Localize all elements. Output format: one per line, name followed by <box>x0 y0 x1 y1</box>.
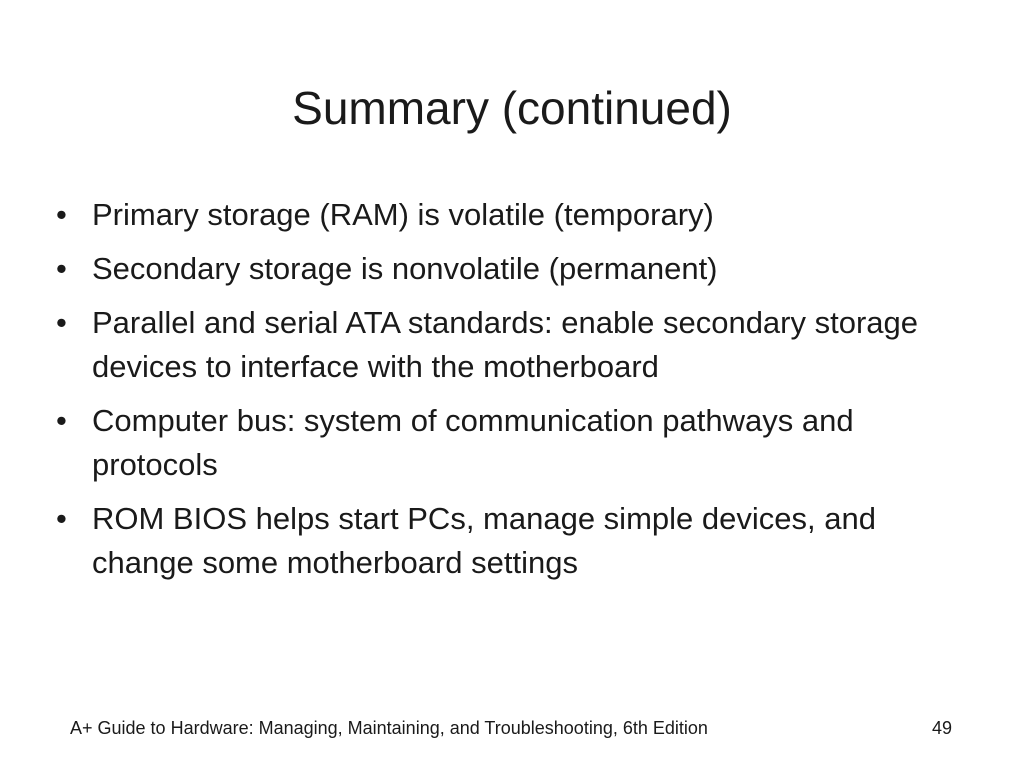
bullet-text: Parallel and serial ATA standards: enable secondary storage devices to interface with the motherboard <box>92 305 919 384</box>
bullet-item <box>56 399 976 487</box>
bullet-icon: • <box>56 501 67 536</box>
bullet-list <box>56 193 976 595</box>
bullet-icon: • <box>56 197 67 232</box>
bullet-text: ROM BIOS helps start PCs, manage simple devices, and change some motherboard settings <box>92 501 876 580</box>
bullet-icon: • <box>56 305 67 340</box>
bullet-text: Primary storage (RAM) is volatile (temporary) <box>92 197 714 232</box>
bullet-icon: • <box>56 403 67 438</box>
footer-text: A+ Guide to Hardware: Managing, Maintaining, and Troubleshooting, 6th Edition <box>70 718 708 738</box>
bullet-text: Computer bus: system of communication pathways and protocols <box>92 403 854 482</box>
bullet-item <box>56 497 976 585</box>
bullet-item <box>56 193 976 237</box>
bullet-text: Secondary storage is nonvolatile (permanent) <box>92 251 718 286</box>
page-number: 49 <box>931 718 952 738</box>
bullet-icon: • <box>56 251 67 286</box>
bullet-item <box>56 247 976 291</box>
bullet-item <box>56 301 976 389</box>
slide-title: Summary (continued) <box>292 82 732 134</box>
